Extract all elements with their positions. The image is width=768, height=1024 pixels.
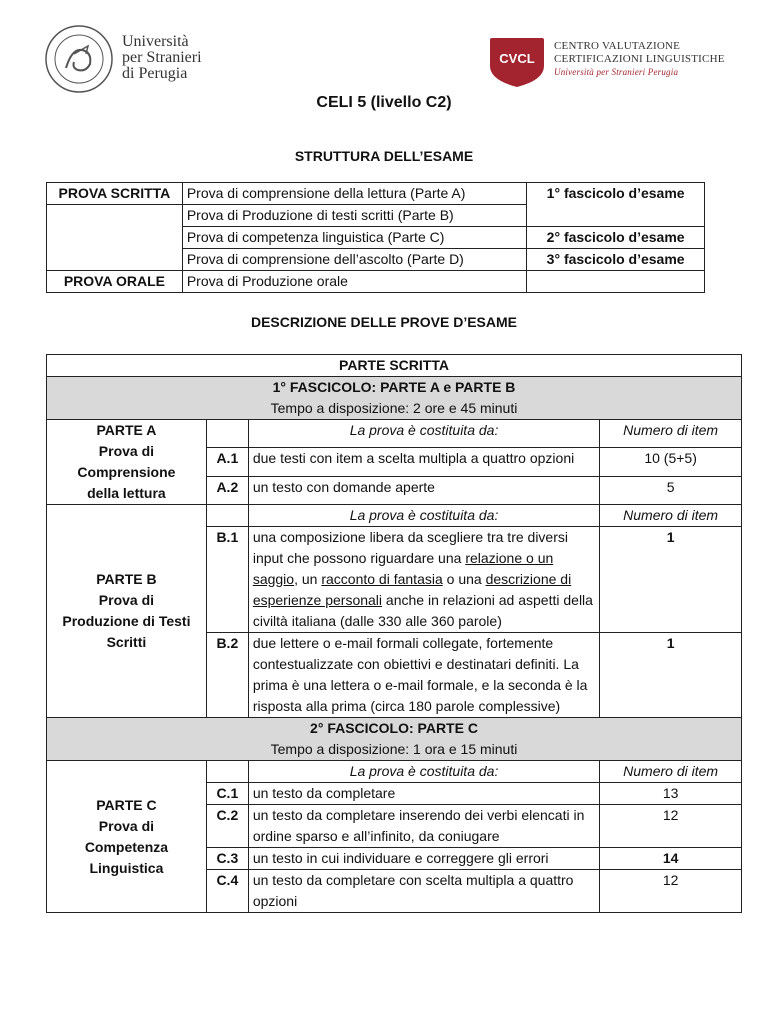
table-row <box>47 271 705 293</box>
item-num: 13 <box>600 783 742 805</box>
table-row <box>47 761 742 783</box>
section-cell: PROVA SCRITTA <box>47 183 183 205</box>
cvcl-shield-icon <box>488 36 546 88</box>
fascicolo-2-header: 2° FASCICOLO: PARTE C Tempo a disposizione: 1 ora e 15 minuti <box>47 718 742 761</box>
cvcl-logo <box>488 36 748 92</box>
code-cell: A.1 <box>206 448 248 476</box>
table-row <box>47 355 742 377</box>
item-num: 5 <box>600 476 742 504</box>
item-text: un testo da completare inserendo dei verbi elencati in ordine sparso e all’infinito, da coniugare <box>248 805 599 848</box>
prova-cell: Prova di Produzione di testi scritti (Parte B) <box>182 205 526 227</box>
prova-cell: Prova di comprensione dell’ascolto (Parte D) <box>182 249 526 271</box>
table-row <box>47 420 742 448</box>
prova-cell: Prova di competenza linguistica (Parte C) <box>182 227 526 249</box>
col-numero: Numero di item <box>600 505 742 527</box>
table-row <box>47 718 742 761</box>
code-cell: C.1 <box>206 783 248 805</box>
item-num: 12 <box>600 805 742 848</box>
university-logo <box>44 24 244 94</box>
col-numero: Numero di item <box>600 761 742 783</box>
parte-b-label: PARTE B Prova di Produzione di Testi Scritti <box>47 505 207 718</box>
code-cell <box>206 505 248 527</box>
cvcl-name: CENTRO VALUTAZIONE CERTIFICAZIONI LINGUISTICHE Università per Stranieri Perugia <box>554 40 725 77</box>
fascicolo-cell <box>527 271 705 293</box>
code-cell: C.4 <box>206 870 248 913</box>
page-title: CELI 5 (livello C2) <box>316 94 452 111</box>
struttura-table <box>46 182 705 293</box>
section-cell <box>47 205 183 271</box>
item-text: un testo da completare con scelta multipla a quattro opzioni <box>248 870 599 913</box>
item-text: due lettere o e-mail formali collegate, fortemente contestualizzate con obiettivi e destinatari definiti. La prima è una lettera o e-mail formale, e la seconda è la risposta alla prima (circa 180 parole complessive) <box>248 633 599 718</box>
col-numero: Numero di item <box>600 420 742 448</box>
item-num: 1 <box>600 527 742 633</box>
underlined-text: racconto di fantasia <box>321 571 443 587</box>
item-text: un testo da completare <box>248 783 599 805</box>
item-num: 10 (5+5) <box>600 448 742 476</box>
svg-text:CVCL: CVCL <box>499 51 535 66</box>
struttura-heading: STRUTTURA DELL’ESAME <box>294 148 474 164</box>
item-num: 14 <box>600 848 742 870</box>
table-row <box>47 505 742 527</box>
item-text: un testo in cui individuare e correggere gli errori <box>248 848 599 870</box>
code-cell <box>206 761 248 783</box>
parte-scritta-header: PARTE SCRITTA <box>47 355 742 377</box>
fascicolo-cell: 1° fascicolo d’esame <box>527 183 705 227</box>
code-cell <box>206 420 248 448</box>
code-cell: B.1 <box>206 527 248 633</box>
code-cell: C.2 <box>206 805 248 848</box>
prova-cell: Prova di Produzione orale <box>182 271 526 293</box>
parte-c-label: PARTE C Prova di Competenza Linguistica <box>47 761 207 913</box>
item-num: 1 <box>600 633 742 718</box>
descrizione-heading: DESCRIZIONE DELLE PROVE D’ESAME <box>250 314 518 330</box>
item-text: un testo con domande aperte <box>248 476 599 504</box>
col-costituita: La prova è costituita da: <box>248 505 599 527</box>
item-num: 12 <box>600 870 742 913</box>
code-cell: C.3 <box>206 848 248 870</box>
fascicolo-1-header: 1° FASCICOLO: PARTE A e PARTE B Tempo a disposizione: 2 ore e 45 minuti <box>47 377 742 420</box>
code-cell: A.2 <box>206 476 248 504</box>
item-text: una composizione libera da scegliere tra tre diversi input che possono riguardare una relazione o un saggio, un racconto di fantasia o una descrizione di esperienze personali anche in relazioni ad aspetti della civiltà italiana (dalle 330 alle 360 parole) <box>248 527 599 633</box>
fascicolo-cell: 3° fascicolo d’esame <box>527 249 705 271</box>
code-cell: B.2 <box>206 633 248 718</box>
underlined-text: descrizione di esperienze personali <box>252 571 572 608</box>
table-row <box>47 377 742 420</box>
table-row <box>47 183 705 205</box>
col-costituita: La prova è costituita da: <box>248 420 599 448</box>
parte-a-label: PARTE A Prova di Comprensione della lettura <box>47 420 207 505</box>
fascicolo-cell: 2° fascicolo d’esame <box>527 227 705 249</box>
university-seal-icon <box>44 24 114 94</box>
university-name: Università per Stranieri di Perugia <box>122 33 202 82</box>
col-costituita: La prova è costituita da: <box>248 761 599 783</box>
prova-cell: Prova di comprensione della lettura (Parte A) <box>182 183 526 205</box>
section-cell: PROVA ORALE <box>47 271 183 293</box>
underlined-text: relazione o un saggio <box>252 550 554 587</box>
item-text: due testi con item a scelta multipla a quattro opzioni <box>248 448 599 476</box>
descrizione-table <box>46 354 742 913</box>
